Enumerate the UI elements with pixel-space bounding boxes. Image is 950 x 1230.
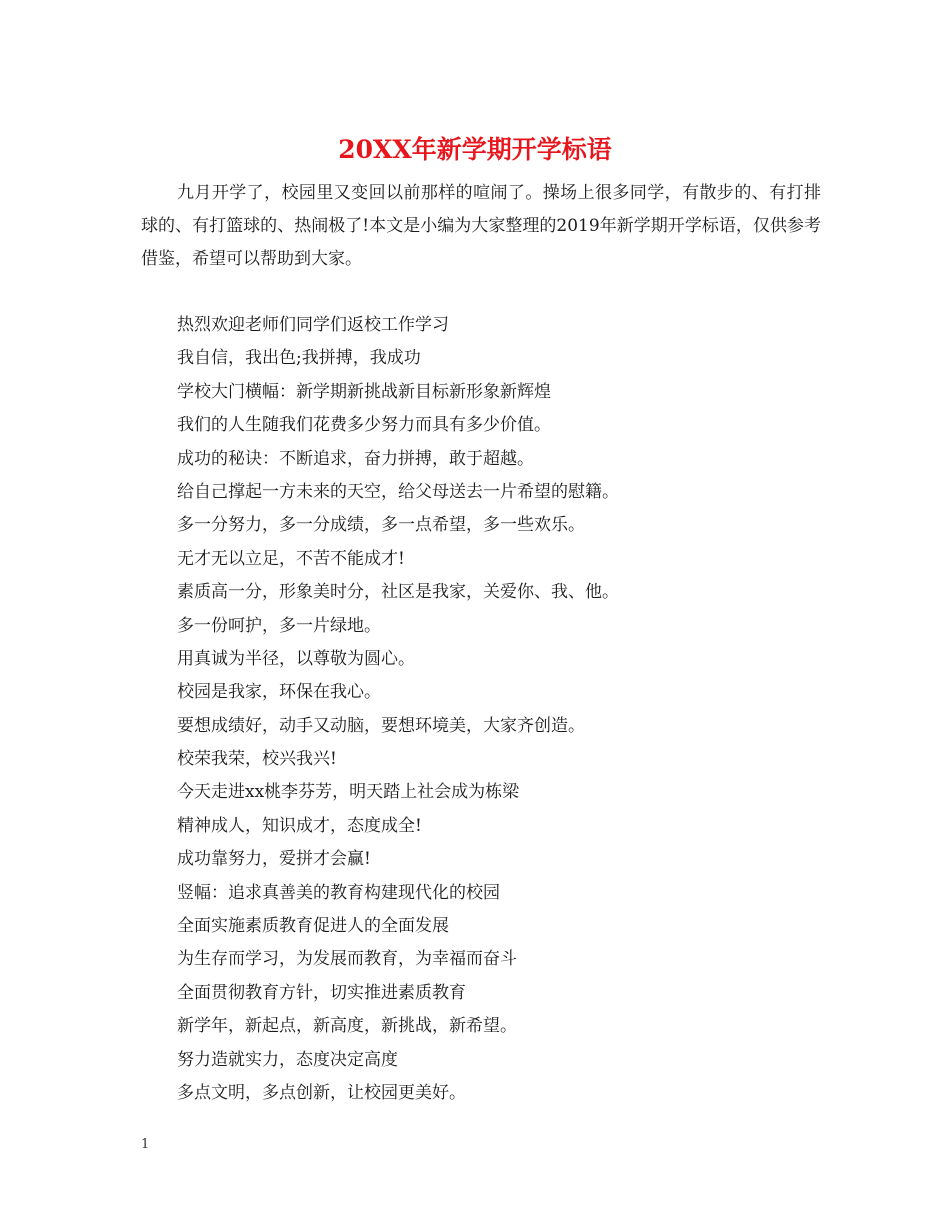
slogan-item: 素质高一分，形象美时分，社区是我家，关爱你、我、他。: [177, 582, 619, 603]
slogan-item: 无才无以立足，不苦不能成才!: [177, 548, 405, 569]
slogan-item: 全面实施素质教育促进人的全面发展: [177, 916, 449, 937]
slogan-item: 校园是我家，环保在我心。: [177, 682, 381, 703]
slogan-item: 用真诚为半径，以尊敬为圆心。: [177, 648, 415, 669]
slogan-item: 多点文明，多点创新，让校园更美好。: [177, 1082, 466, 1103]
slogan-item: 成功靠努力，爱拼才会赢!: [177, 849, 371, 870]
page-title: 20XX年新学期开学标语: [338, 135, 612, 164]
slogan-item: 给自己撑起一方未来的天空，给父母送去一片希望的慰籍。: [177, 481, 619, 502]
slogan-item: 精神成人，知识成才，态度成全!: [177, 815, 422, 836]
slogan-item: 新学年，新起点，新高度，新挑战，新希望。: [177, 1016, 517, 1037]
slogan-item: 全面贯彻教育方针，切实推进素质教育: [177, 982, 466, 1003]
slogan-item: 竖幅：追求真善美的教育构建现代化的校园: [177, 882, 500, 903]
slogan-list: [177, 309, 827, 1110]
slogan-item: 校荣我荣，校兴我兴!: [177, 749, 337, 770]
slogan-item: 学校大门横幅：新学期新挑战新目标新形象新辉煌: [177, 381, 551, 402]
slogan-item: 多一份呵护，多一片绿地。: [177, 615, 381, 636]
slogan-item: 多一分努力，多一分成绩，多一点希望，多一些欢乐。: [177, 515, 585, 536]
slogan-item: 我们的人生随我们花费多少努力而具有多少价值。: [177, 415, 551, 436]
slogan-item: 今天走进xx桃李芬芳，明天踏上社会成为栋梁: [177, 782, 520, 803]
slogan-item: 要想成绩好，动手又动脑，要想环境美，大家齐创造。: [177, 715, 585, 736]
slogan-item: 成功的秘诀：不断追求，奋力拼搏，敢于超越。: [177, 448, 534, 469]
slogan-item: 我自信，我出色;我拼搏，我成功: [177, 348, 421, 369]
intro-paragraph: 九月开学了，校园里又变回以前那样的喧闹了。操场上很多同学，有散步的、有打排球的、有打篮球的、热闹极了!本文是小编为大家整理的2019年新学期开学标语，仅供参考借鉴，希望可以帮助到大家。: [141, 183, 821, 269]
slogan-item: 热烈欢迎老师们同学们返校工作学习: [177, 315, 449, 335]
page-number: 1: [141, 1137, 150, 1152]
slogan-item: 努力造就实力，态度决定高度: [177, 1049, 398, 1070]
slogan-item: 为生存而学习，为发展而教育，为幸福而奋斗: [177, 949, 517, 970]
